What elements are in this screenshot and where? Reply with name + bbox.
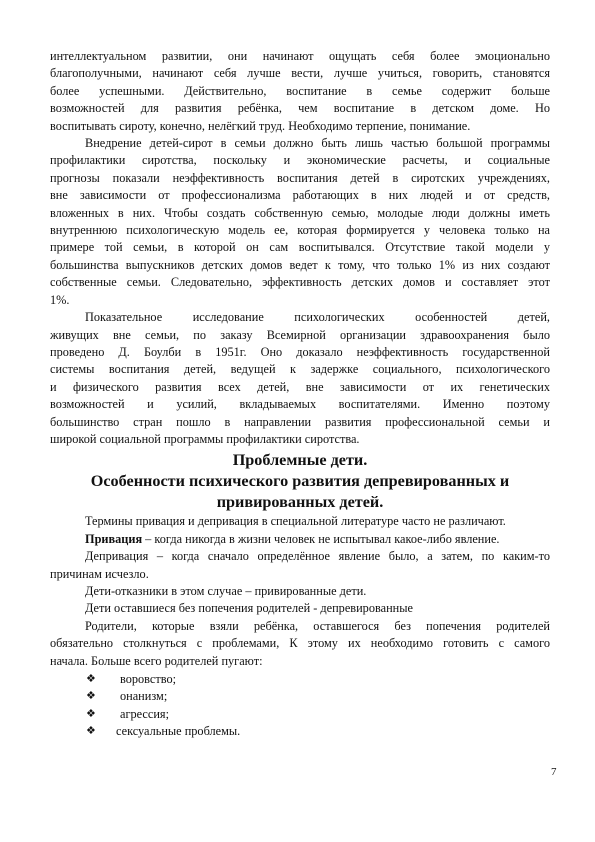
privation-term: Привация [85, 531, 143, 546]
text-line: проведено Д. Боулби в 1951г. Оно доказало неэффективность государственной [50, 344, 550, 359]
text-line: возможностей для развития ребёнка, чем воспитание в детском доме. Но [50, 101, 550, 116]
list-item-text: онанизм; [120, 689, 168, 704]
section-subheading-line: Особенности психического развития депревированных и [90, 472, 510, 491]
refusers-text: Дети-отказники в этом случае – привированные дети. [85, 583, 367, 598]
problems-list [50, 671, 550, 741]
text-line: благополучными, начинают себя лучше вести, лучше учиться, говорить, становятся [50, 66, 550, 81]
text-line: большинство стран пошло в направлении развития профессиональной семьи и [50, 414, 550, 429]
text-line: Показательное исследование психологических особенностей детей, [85, 310, 550, 325]
diamond-bullet-icon: ❖ [86, 707, 96, 720]
text-line: живущих вне семьи, по заказу Всемирной организации здравоохранения было [50, 327, 550, 342]
section-heading: Проблемные дети. [232, 451, 368, 470]
diamond-bullet-icon: ❖ [86, 725, 96, 738]
text-line: вне зависимости от профессионализма работающих в них людей и от средств, [50, 188, 550, 203]
deprivation-definition: Депривация – когда сначало определённое явление было, а затем, по каким-то [85, 549, 550, 564]
page-number: 7 [551, 766, 557, 778]
list-item-text: агрессия; [120, 706, 169, 721]
privation-definition [50, 531, 550, 548]
diamond-bullet-icon: ❖ [86, 673, 96, 685]
text-line: Внедрение детей-сирот в семьи должно быть лишь частью большой программы [85, 136, 550, 151]
text-line: вложенных в них. Чтобы создать собственную семью, молодые люди должны иметь [50, 205, 550, 220]
list-item-text: сексуальные проблемы. [116, 724, 241, 739]
document-page [50, 48, 550, 741]
deprivation-definition-cont: причинам исчезло. [50, 566, 149, 581]
diamond-bullet-icon: ❖ [86, 690, 96, 703]
text-line: примере той семьи, в которой он сам воспитывался. Отсутствие такой модели у [50, 240, 550, 255]
list-item [50, 688, 550, 705]
text-line: возможностей и усилий, вкладываемых воспитателями. Именно поэтому [50, 397, 550, 412]
text-line: профилактики сиротства, поскольку и экономические расчеты, и социальные [50, 153, 550, 168]
text-line: Родители, которые взяли ребёнка, оставшегося без попечения родителей [85, 618, 550, 633]
text-line: системы воспитания детей, ведущей к задержке социального, психологического [50, 362, 550, 377]
text-line: и физического развития всех детей, вне зависимости от их генетических [50, 379, 550, 394]
text-line: внутреннюю психологическую модель ее, которая формируется у человека только на [50, 223, 550, 238]
list-item [50, 671, 550, 688]
text-line: 1%. [50, 292, 70, 307]
section-subheading-line: привированных детей. [216, 493, 384, 512]
text-line: более успешными. Действительно, воспитание в семье содержит больше [50, 83, 550, 98]
text-line: широкой социальной программы профилактики сиротства. [50, 431, 360, 446]
list-item-text: воровство; [120, 672, 177, 686]
paragraph-family-upbringing [50, 48, 550, 135]
terms-intro: Термины привация и депривация в специальной литературе часто не различают. [85, 514, 506, 529]
text-line: большинства выпускников детских домов ведет к тому, что только 1% из них создают [50, 257, 550, 272]
left-without-care-text: Дети оставшиеся без попечения родителей - депревированные [85, 601, 413, 616]
paragraph-bowlby-study [50, 309, 550, 448]
text-line: прогнозы показали неэффективность воспитания детей в сиротских учреждениях, [50, 170, 550, 185]
text-line: воспитывать сироту, конечно, нелёгкий труд. Необходимо терпение, понимание. [50, 118, 471, 133]
paragraph-parents-problems [50, 618, 550, 670]
paragraph-orphan-prevention [50, 135, 550, 309]
text-line: обязательно столкнуться с проблемами, К этому их необходимо готовить с самого [50, 636, 550, 651]
text-line: собственные семьи. Следовательно, эффективность детских домов и составляет этот [50, 275, 550, 290]
text-line: интеллектуальном развитии, они начинают ощущать себя более эмоционально [50, 49, 550, 63]
text-line: начала. Больше всего родителей пугают: [50, 653, 263, 668]
privation-definition-text: – когда никогда в жизни человек не испытывал какое-либо явление. [142, 531, 500, 546]
list-item [50, 723, 550, 740]
list-item [50, 706, 550, 723]
